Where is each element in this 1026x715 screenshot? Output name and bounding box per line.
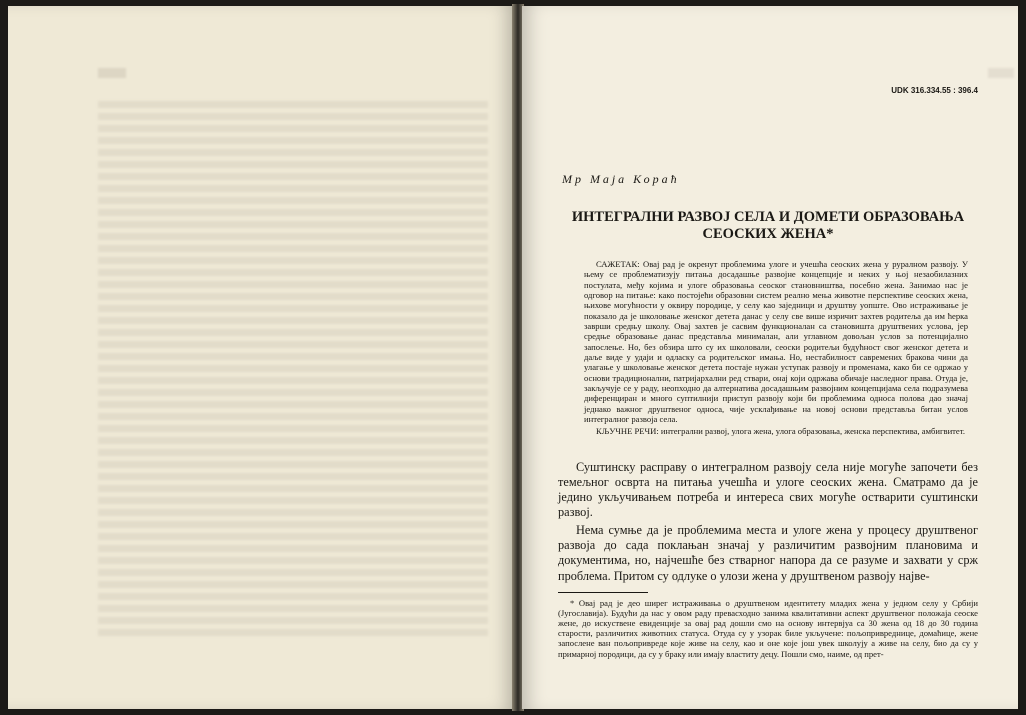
footnote-text: * Овај рад је део ширег истраживања о друштвеном идентитету младих жена у једном селу у Србији (Југославија). Будући да нас у овом раду превасходно занима квалитативни аспект друштвеног положаја сеоске жене, до искуствене евиденције за овај рад дошли смо на основу интервјуа са 30 жена од 18 до 30 година старости, различитих животних статуса. Отуда су у узорак биле укључене: пољопривреднице, домаћице, жене запослене ван пољопривреде које живе на селу, као и оне које још увек школују а живе на селу, био да су у примарној породици, да су у браку или имају властиту децу. Пошли смо, наиме, од прет- [558, 597, 978, 659]
article [558, 86, 978, 659]
udk-code: UDK 316.334.55 : 396.4 [891, 86, 978, 95]
right-page [522, 6, 1018, 709]
author-name: Мр Маја Кораћ [562, 172, 680, 186]
body-text [558, 460, 978, 584]
title-line-1: ИНТЕГРАЛНИ РАЗВОЈ СЕЛА И ДОМЕТИ ОБРАЗОВАЊА [571, 209, 965, 225]
article-title [558, 209, 978, 243]
keywords: КЉУЧНЕ РЕЧИ: интегрални развој, улога жена, улога образовања, женска перспектива, амбигвитет. [596, 425, 965, 436]
body-paragraph-1: Суштинску расправу о интегралном развоју села није могуће започети без темељног осврта на питања учешћа и улоге сеоских жена. Сматрамо да је једино укључивањем потреба и интереса свих могуће остварити суштински развој. [558, 459, 978, 520]
footnote-separator [558, 592, 648, 593]
body-paragraph-2: Нема сумње да је проблемима места и улоге жена у процесу друштвеног развоја до сада поклањан значај у различитим развојним плановима и документима, но, најчешће без стварног напора да се разуме и захвати у срж проблема. Притом су одлуке о улози жена у друштвеном развоју најве- [558, 523, 978, 583]
left-page [8, 6, 514, 709]
left-page-showthrough-text [98, 101, 488, 641]
abstract-text: САЖЕТАК: Овај рад је окренут проблемима улоге и учешћа сеоских жена у руралном развоју. У њему се проблематизују питања досадашње развојне концепције и неких у њој незаобилазних постулата, међу којима и улоге образовања сеоског становништва, посебно жена. Занимао нас је одговор на питање: како постојећи образовни систем реално мења животне перспективе сеоских жена, њихове могућности у оквиру породице, у селу као заједници и друштву уопште. Ово истраживање је показало да је школовање женског детета данас у селу све више изричит захтев родитеља да им ћерка заврши средњу школу. Овај захтев је сасвим функционалан са становишта друштвених услова, јер средње образовање данас представља минималан, али углавном довољан услов за потенцијално запослење. Но, без обзира што су их школовали, сеоски родитељи будућност свог женског детета и даље виде у удаји и одласку са родитељског имања. Но, нестабилност савремених бракова чини да улагање у школовање женског детета постаје нужан уступак развоју и променама, како би се одржао у основи традиционални, патријархални ред ствари, онај који одржава обичаје наследног права. Отуда је, закључује се у раду, неопходно да алтернатива досадашњим развојним концепцијама села подразумева диференциран и много суптилнији приступ развоју који би проблемима односа полова дао значај једнако важног друштвеног односа, чије усклађивање на новој основи представља битан услов интегралног развоја села. [584, 259, 968, 425]
left-page-number-showthrough [98, 68, 126, 78]
title-line-2: СЕОСКИХ ЖЕНА* [702, 226, 834, 242]
footnote [558, 598, 978, 659]
abstract [584, 259, 968, 436]
right-page-number-showthrough [988, 68, 1014, 78]
